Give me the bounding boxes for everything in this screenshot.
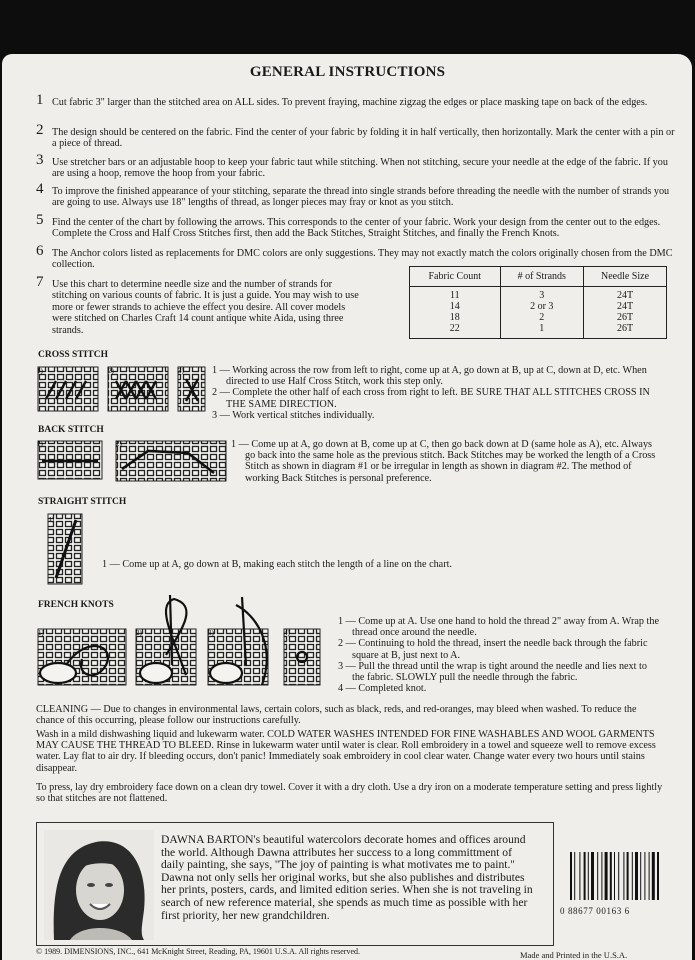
step-number: 1 <box>36 92 44 108</box>
table-header: Fabric Count <box>410 267 501 287</box>
step-number: 7 <box>36 274 44 290</box>
diagram-label: 2) <box>108 367 114 375</box>
needle-size-table <box>409 266 667 339</box>
table-cell: 24T <box>584 287 667 302</box>
table-cell: 26T <box>584 323 667 339</box>
instruction-line: 1 — Come up at A, go down at B, making each stitch the length of a line on the chart. <box>102 559 452 570</box>
bio-text: DAWNA BARTON's beautiful watercolors decorate homes and offices around the world. Although Dawna attributes her success to a long committment of daily painting, she says, ''The joy of painting is what motivates me to paint.'' Dawna not only sells her original works, but she also publishes and distributes her prints, posters, cards, and limited edition series. When she is not traveling in search of new reference material, she spends as much time as possible with her first priority, her new grandchildren. <box>161 833 533 922</box>
table-cell: 26T <box>584 312 667 323</box>
table-row <box>410 323 667 339</box>
table-row <box>410 287 667 302</box>
diagram-label: 4) <box>284 629 290 637</box>
step-number: 3 <box>36 152 44 168</box>
instruction-line: 1 — Working across the row from left to right, come up at A, go down at B, up at C, down at D, etc. When directed to use Half Cross Stitch, work this step only. <box>212 365 647 388</box>
table-cell: 18 <box>410 312 501 323</box>
diagram-label: 3) <box>208 629 214 637</box>
cross-stitch-heading: CROSS STITCH <box>38 350 108 360</box>
step-text: Cut fabric 3" larger than the stitched area on ALL sides. To prevent fraying, machine zigzag the edges or place masking tape on back of the edges. <box>52 97 648 108</box>
back-stitch-heading: BACK STITCH <box>38 425 104 435</box>
instruction-line: 2 — Continuing to hold the thread, insert the needle back through the fabric square at B, just next to A. <box>338 638 648 661</box>
washing-paragraph: Wash in a mild dishwashing liquid and lukewarm water. COLD WATER WASHES INTENDED FOR FINE WASHABLES AND WOOL GARMENTS MAY CAUSE THE THREAD TO BLEED. Rinse in lukewarm water until water is clear. Roll embroidery in a towel and squeeze well to remove excess water. Lay flat to air dry. If bleeding occurs, don't panic! Immediately soak embroidery in cool clear water. Change water every two hours until stains disappear. <box>36 729 656 774</box>
portrait-photo <box>44 830 154 940</box>
instruction-line: 4 — Completed knot. <box>338 683 427 695</box>
table-cell: 24T <box>584 301 667 312</box>
instruction-line: 1 — Come up at A. Use one hand to hold the thread 2" away from A. Wrap the thread once around the needle. <box>338 616 659 639</box>
diagram-label: 3) <box>178 367 184 375</box>
made-in-notice: Made and Printed in the U.S.A. <box>520 950 628 960</box>
table-cell: 2 or 3 <box>500 301 583 312</box>
table-cell: 3 <box>500 287 583 302</box>
straight-stitch-diagram <box>46 512 86 586</box>
pressing-paragraph: To press, lay dry embroidery face down on a clean dry towel. Cover it with a dry cloth. Use a dry iron on a moderate temperature setting and press lightly so that stitches are not flattened. <box>36 782 663 805</box>
table-header: # of Strands <box>500 267 583 287</box>
diagram-label: 2) <box>136 629 142 637</box>
table-cell: 22 <box>410 323 501 339</box>
step-text: The Anchor colors listed as replacements for DMC colors are only suggestions. They may not exactly match the colors originally chosen from the DMC collection. <box>52 248 673 271</box>
diagram-label: 1) <box>38 629 44 637</box>
barcode <box>568 852 686 900</box>
table-cell: 14 <box>410 301 501 312</box>
step-text: The design should be centered on the fabric. Find the center of your fabric by folding it in half vertically, then horizontally. Mark the center with a pin or a piece of thread. <box>52 127 675 150</box>
diagram-label: 1) <box>49 517 54 523</box>
instruction-line: 1 — Come up at A, go down at B, come up at C, then go back down at D (same hole as A), etc. Always go back into the same hole as the previous stitch. Back Stitches may be worked the length of a Cross Stitch as shown in diagram #1 or be irregular in length as shown in diagram #2. The method of working Back Stitches is personal preference. <box>231 439 656 484</box>
instruction-line: 3 — Work vertical stitches individually. <box>212 409 375 421</box>
table-cell: 2 <box>500 312 583 323</box>
step-number: 6 <box>36 243 44 259</box>
french-knots-diagram <box>36 595 322 695</box>
table-header-row <box>410 267 667 287</box>
step-text: To improve the finished appearance of your stitching, separate the thread into single strands before threading the needle with the number of strands you are going to use. Always use 18" lengths of thread, as longer pieces may fray or knot as you stitch. <box>52 186 670 209</box>
instruction-line: 2 — Complete the other half of each cross from right to left. BE SURE THAT ALL STITCHES CROSS IN THE SAME DIRECTION. <box>212 387 650 410</box>
step-text: Use stretcher bars or an adjustable hoop to keep your fabric taut while stitching. When not stitching, secure your needle at the edge of the fabric. If you are using a hoop, remove the hoop from your fabric. <box>52 157 668 180</box>
diagram-label: 1) <box>37 440 43 448</box>
table-row <box>410 312 667 323</box>
page-title: GENERAL INSTRUCTIONS <box>249 64 446 80</box>
step-number: 4 <box>36 181 44 197</box>
step-number: 5 <box>36 212 44 228</box>
step-text: Find the center of the chart by following the arrows. This corresponds to the center of your fabric. Work your design from the center out to the edges. Complete the Cross and Half Cross Stitches first, then add the Back Stitches, Straight Stitches, and finally the French Knots. <box>52 217 661 240</box>
french-knots-steps <box>338 616 660 694</box>
back-stitch-diagram <box>38 437 228 485</box>
table-header: Needle Size <box>584 267 667 287</box>
table-row <box>410 301 667 312</box>
diagram-label: 2) <box>116 440 122 448</box>
french-knots-heading: FRENCH KNOTS <box>38 600 114 610</box>
copyright-notice: © 1989. DIMENSIONS, INC., 641 McKnight Street, Reading, PA, 19601 U.S.A. All rights reserved. <box>36 947 360 956</box>
cross-stitch-diagram <box>38 365 208 415</box>
table-cell: 1 <box>500 323 583 339</box>
back-stitch-steps <box>231 439 663 484</box>
straight-stitch-heading: STRAIGHT STITCH <box>38 497 127 507</box>
step-text: Use this chart to determine needle size and the number of strands for stitching on various counts of fabric. It is just a guide. You may wish to use more or fewer strands to achieve the effect you desire. All cover models were stitched on Charles Craft 14 count antique white Aida, using three strands. <box>52 279 359 336</box>
straight-stitch-steps <box>102 559 532 570</box>
cross-stitch-steps <box>212 365 670 421</box>
table-cell: 11 <box>410 287 501 302</box>
diagram-label: 1) <box>37 367 43 375</box>
step-number: 2 <box>36 122 44 138</box>
instruction-line: 3 — Pull the thread until the wrap is tight around the needle and lies next to the fabric. SLOWLY pull the needle through the fabric. <box>338 660 647 684</box>
cleaning-paragraph: CLEANING — Due to changes in environmental laws, certain colors, such as black, reds, and red-oranges, may bleed when washed. To reduce the chance of this occurring, please follow our instructions carefully. <box>36 704 637 727</box>
barcode-number: 0 88677 00163 6 <box>560 906 630 916</box>
